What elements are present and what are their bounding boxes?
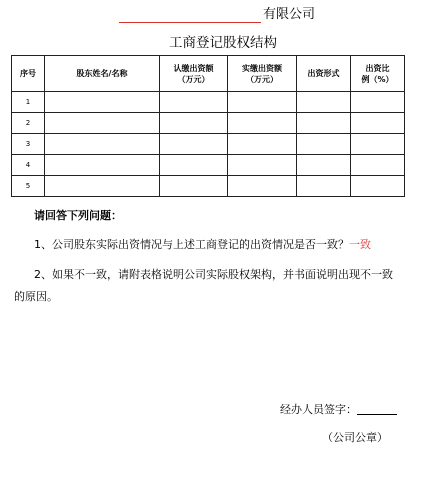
- subscribed-capital-cell[interactable]: [160, 155, 228, 176]
- ratio-cell[interactable]: [351, 92, 405, 113]
- shareholder-cell[interactable]: [45, 134, 160, 155]
- shareholder-cell[interactable]: [45, 155, 160, 176]
- document-title: 工商登记股权结构: [169, 35, 277, 51]
- table-header-row: [12, 56, 405, 92]
- paid-capital-cell[interactable]: [228, 176, 297, 197]
- column-header-paid-capital: 实缴出资额 （万元）: [228, 56, 297, 92]
- table-row: [12, 155, 405, 176]
- contribution-form-cell[interactable]: [297, 92, 351, 113]
- paid-capital-cell[interactable]: [228, 113, 297, 134]
- column-header-index: 序号: [12, 56, 45, 92]
- ratio-cell[interactable]: [351, 134, 405, 155]
- contribution-form-cell[interactable]: [297, 155, 351, 176]
- signature-row: [280, 403, 397, 417]
- row-index: 1: [12, 92, 45, 113]
- subscribed-capital-cell[interactable]: [160, 113, 228, 134]
- column-header-subscribed-capital: 认缴出资额 （万元）: [160, 56, 228, 92]
- ratio-cell[interactable]: [351, 113, 405, 134]
- row-index: 2: [12, 113, 45, 134]
- paid-capital-cell[interactable]: [228, 155, 297, 176]
- column-header-ratio: 出资比 例（%）: [351, 56, 405, 92]
- contribution-form-cell[interactable]: [297, 134, 351, 155]
- row-index: 4: [12, 155, 45, 176]
- company-seal-note: （公司公章）: [322, 431, 388, 444]
- shareholder-cell[interactable]: [45, 176, 160, 197]
- contribution-form-cell[interactable]: [297, 113, 351, 134]
- company-name-line: [0, 4, 446, 24]
- questions-heading: 请回答下列问题：: [34, 209, 122, 222]
- question-2-line-2: 的原因。: [14, 290, 58, 303]
- paid-capital-cell[interactable]: [228, 92, 297, 113]
- question-2-line-1: 2、如果不一致，请附表格说明公司实际股权架构，并书面说明出现不一致: [34, 268, 393, 281]
- company-suffix: 有限公司: [263, 7, 316, 22]
- contribution-form-cell[interactable]: [297, 176, 351, 197]
- ratio-cell[interactable]: [351, 176, 405, 197]
- column-header-shareholder: 股东姓名/名称: [45, 56, 160, 92]
- question-1-answer[interactable]: 一致: [349, 238, 371, 251]
- paid-capital-cell[interactable]: [228, 134, 297, 155]
- table-row: [12, 113, 405, 134]
- subscribed-capital-cell[interactable]: [160, 134, 228, 155]
- ratio-cell[interactable]: [351, 155, 405, 176]
- signature-label: 经办人员签字：: [280, 403, 357, 416]
- table-row: [12, 134, 405, 155]
- question-1: [34, 237, 434, 252]
- company-name-blank[interactable]: [119, 22, 261, 23]
- row-index: 3: [12, 134, 45, 155]
- table-row: [12, 92, 405, 113]
- shareholder-cell[interactable]: [45, 92, 160, 113]
- equity-structure-table: [11, 55, 405, 197]
- table-row: [12, 176, 405, 197]
- row-index: 5: [12, 176, 45, 197]
- subscribed-capital-cell[interactable]: [160, 176, 228, 197]
- column-header-contribution-form: 出资形式: [297, 56, 351, 92]
- question-1-text: 1、公司股东实际出资情况与上述工商登记的出资情况是否一致？: [34, 238, 349, 251]
- signature-blank[interactable]: [357, 414, 397, 415]
- shareholder-cell[interactable]: [45, 113, 160, 134]
- subscribed-capital-cell[interactable]: [160, 92, 228, 113]
